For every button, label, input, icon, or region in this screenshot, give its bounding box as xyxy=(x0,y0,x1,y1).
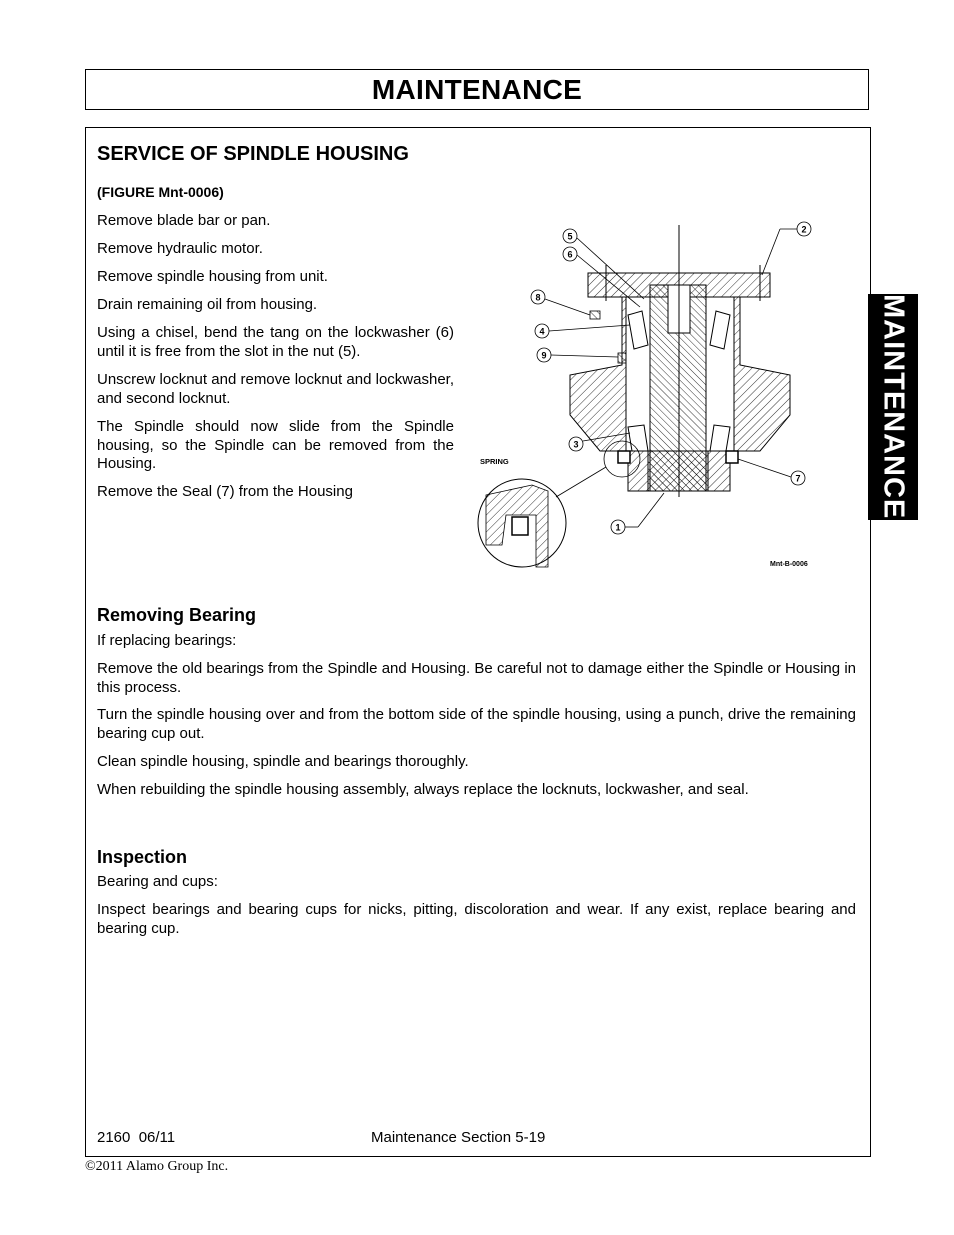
svg-text:3: 3 xyxy=(573,439,579,450)
removing-bearing-para-3: Turn the spindle housing over and from the bottom side of the spindle housing, using a punch, drive the remaining bearing cup out. xyxy=(97,706,856,742)
removing-bearing-para-4: Clean spindle housing, spindle and bearings thoroughly. xyxy=(97,753,469,770)
callout-9 xyxy=(537,348,618,362)
step-8: Remove the Seal (7) from the Housing xyxy=(97,483,353,500)
copyright: ©2011 Alamo Group Inc. xyxy=(85,1159,229,1174)
lower-bearing-left xyxy=(628,425,648,451)
housing-left xyxy=(570,297,626,451)
removing-bearing-para-5: When rebuilding the spindle housing assembly, always replace the locknuts, lockwasher, and seal. xyxy=(97,781,749,798)
svg-text:2: 2 xyxy=(801,224,807,235)
svg-text:6: 6 xyxy=(567,249,573,260)
detail-seal xyxy=(512,517,528,535)
side-tab-label: MAINTENANCE xyxy=(877,294,910,520)
step-1: Remove blade bar or pan. xyxy=(97,212,271,229)
header-box xyxy=(85,69,869,110)
side-tab xyxy=(868,294,918,520)
removing-bearing-para-1: If replacing bearings: xyxy=(97,632,237,649)
housing-right xyxy=(734,297,790,451)
callout-7 xyxy=(738,459,805,485)
page-header-title: MAINTENANCE xyxy=(371,73,583,105)
step-6: Unscrew locknut and remove locknut and lockwasher, and second locknut. xyxy=(97,371,454,407)
svg-text:7: 7 xyxy=(795,473,801,484)
spindle-housing-figure xyxy=(472,215,824,575)
callout-2 xyxy=(762,222,811,275)
callout-1 xyxy=(611,493,664,534)
footer-section: Maintenance Section 5-19 xyxy=(371,1129,546,1146)
step-3: Remove spindle housing from unit. xyxy=(97,268,328,285)
seal-left xyxy=(618,451,630,463)
removing-bearing-para-2: Remove the old bearings from the Spindle and Housing. Be careful not to damage either the Spindle or Housing in this process. xyxy=(97,660,856,696)
callout-8 xyxy=(531,290,590,315)
lower-bearing-right xyxy=(710,425,730,451)
step-7: The Spindle should now slide from the Spindle housing, so the Spindle can be removed from the Housing. xyxy=(97,418,454,472)
section-title: SERVICE OF SPINDLE HOUSING xyxy=(97,143,409,165)
callout-4 xyxy=(535,324,630,338)
svg-text:5: 5 xyxy=(567,231,573,242)
part-8 xyxy=(590,311,600,319)
shaft-bottom xyxy=(648,451,708,491)
removing-bearing-title: Removing Bearing xyxy=(97,605,257,625)
inspection-para-2: Inspect bearings and bearing cups for nicks, pitting, discoloration and wear. If any exist, replace bearing and bearing cup. xyxy=(97,901,856,937)
inspection-title: Inspection xyxy=(97,847,188,867)
spring-label: SPRING xyxy=(480,457,509,466)
part-9 xyxy=(618,353,626,363)
step-4: Drain remaining oil from housing. xyxy=(97,296,318,313)
inspection-para-1: Bearing and cups: xyxy=(97,873,218,890)
detail-leader xyxy=(556,467,606,497)
upper-bearing-right xyxy=(710,311,730,349)
figure-reference: (FIGURE Mnt-0006) xyxy=(97,184,224,200)
seal-right xyxy=(726,451,738,463)
upper-bearing-left xyxy=(628,311,648,349)
svg-text:9: 9 xyxy=(541,350,547,361)
svg-text:8: 8 xyxy=(535,292,541,303)
step-2: Remove hydraulic motor. xyxy=(97,240,263,257)
svg-text:4: 4 xyxy=(539,326,545,337)
step-5: Using a chisel, bend the tang on the lockwasher (6) until it is free from the slot in the nut (5). xyxy=(97,324,454,360)
svg-text:1: 1 xyxy=(615,522,621,533)
figure-code: Mnt-B-0006 xyxy=(770,561,808,568)
footer-model-date: 2160 06/11 xyxy=(97,1129,176,1146)
